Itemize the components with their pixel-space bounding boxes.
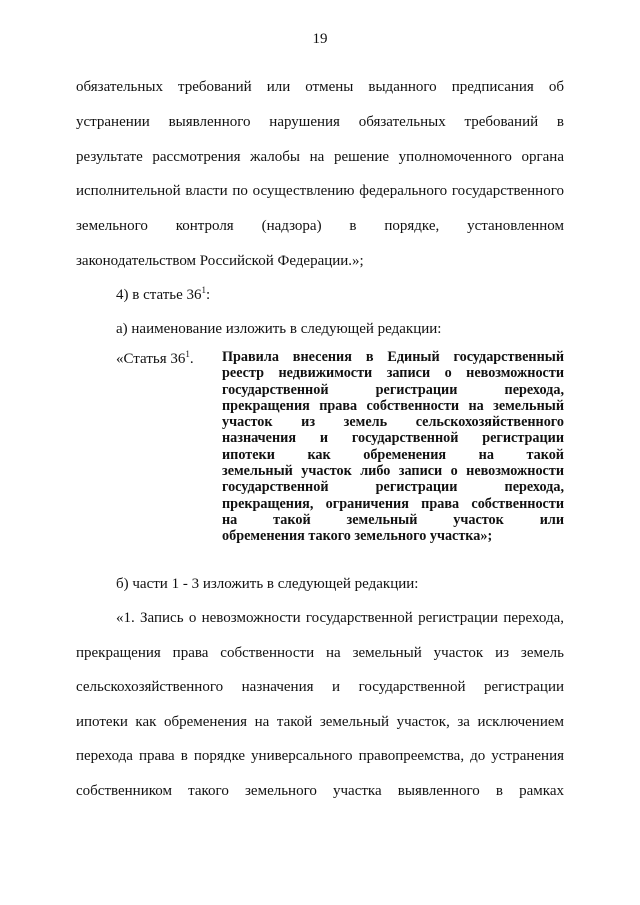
article-heading-line: ипотеки как обременения на такой (222, 446, 564, 463)
paragraph-line: прекращения права собственности на земельный участок из земель (76, 645, 564, 661)
item-a-line: а) наименование изложить в следующей редакции: (116, 321, 442, 337)
article-label (116, 350, 194, 368)
article-heading-line: государственной регистрации перехода, (222, 479, 564, 496)
article-label-sup: 1 (185, 349, 190, 359)
article-heading-line: обременения такого земельного участка»; (222, 528, 493, 545)
paragraph-line: результате рассмотрения жалобы на решение уполномоченного органа (76, 149, 564, 165)
article-heading (222, 349, 564, 545)
article-heading-line: прекращения права собственности на земельный (222, 397, 564, 414)
item-4-sup: 1 (201, 285, 207, 295)
paragraph-line: собственником такого земельного участка выявленного в рамках (76, 783, 564, 799)
paragraph-line: земельного контроля (надзора) в порядке, установленном (76, 218, 564, 234)
article-heading-line: прекращения, ограничения права собственности (222, 495, 564, 512)
paragraph-line: обязательных требований или отмены выданного предписания об (76, 79, 564, 95)
article-heading-line: назначения и государственной регистрации (222, 430, 564, 447)
page-number: 19 (312, 31, 328, 47)
paragraph-line: ипотеки как обременения на такой земельный участок, за исключением (76, 714, 564, 730)
item-b-line: б) части 1 - 3 изложить в следующей редакции: (116, 576, 419, 592)
article-heading-line: на такой земельный участок или (222, 511, 564, 528)
paragraph-line: законодательством Российской Федерации.»; (76, 253, 364, 269)
paragraph-line: сельскохозяйственного назначения и государственной регистрации (76, 679, 564, 695)
article-heading-line: Правила внесения в Единый государственный (222, 349, 564, 365)
article-heading-line: реестр недвижимости записи о невозможности (222, 365, 564, 382)
paragraph-line: «1. Запись о невозможности государственной регистрации перехода, (116, 610, 564, 626)
article-heading-line: земельный участок либо записи о невозможности (222, 463, 564, 480)
article-label-prefix: «Статья 36 (116, 351, 186, 367)
item-4-prefix: 4) в статье 36 (116, 287, 202, 303)
item-4-line (116, 286, 210, 304)
article-label-suffix: . (189, 351, 194, 367)
paragraph-line: исполнительной власти по осуществлению федерального государственного (76, 183, 564, 199)
paragraph-line: перехода права в порядке универсального правопреемства, до устранения (76, 748, 564, 764)
article-heading-line: участок из земель сельскохозяйственного (222, 414, 564, 431)
item-4-suffix: : (206, 287, 211, 303)
article-heading-line: государственной регистрации перехода, (222, 381, 564, 398)
paragraph-line: устранении выявленного нарушения обязательных требований в (76, 114, 564, 130)
